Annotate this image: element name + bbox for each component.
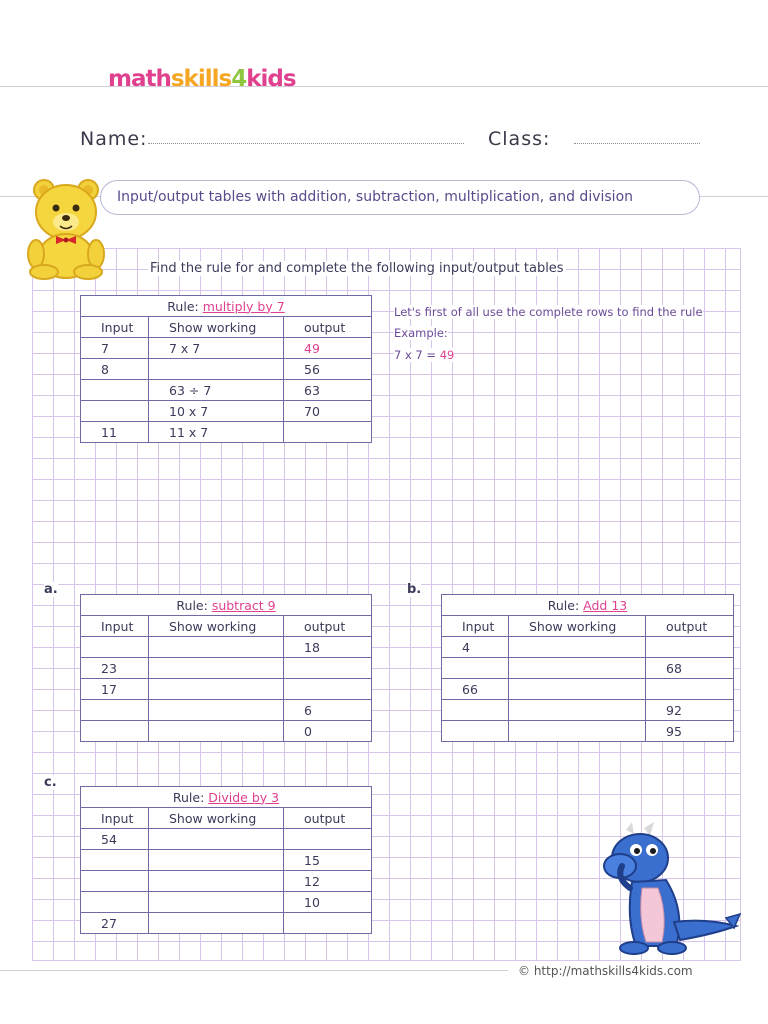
table-row — [81, 401, 372, 422]
input-cell[interactable] — [81, 401, 149, 422]
table-row — [81, 658, 372, 679]
worksheet-title: Input/output tables with addition, subtraction, multiplication, and division — [100, 180, 700, 215]
header-working: Show working — [149, 808, 284, 829]
table-row — [81, 871, 372, 892]
logo-part-kids: kids — [246, 66, 296, 92]
table-row — [81, 637, 372, 658]
output-cell[interactable] — [284, 422, 372, 443]
working-cell[interactable] — [509, 721, 646, 742]
input-cell: 23 — [81, 658, 149, 679]
output-cell: 63 — [284, 380, 372, 401]
output-cell: 70 — [284, 401, 372, 422]
input-cell: 8 — [81, 359, 149, 380]
class-field-line[interactable] — [574, 143, 700, 144]
rule-prefix: Rule: — [167, 298, 203, 314]
footer-copyright: © http://mathskills4kids.com — [518, 964, 693, 978]
label-b: b. — [407, 582, 422, 597]
output-cell: 10 — [284, 892, 372, 913]
output-cell: 56 — [284, 359, 372, 380]
input-cell: 7 — [81, 338, 149, 359]
input-cell[interactable] — [81, 380, 149, 401]
input-cell[interactable] — [81, 871, 149, 892]
input-cell: 17 — [81, 679, 149, 700]
input-cell: 27 — [81, 913, 149, 934]
input-cell: 11 — [81, 422, 149, 443]
header-working: Show working — [149, 616, 284, 637]
example-equation: 7 x 7 = — [394, 348, 440, 362]
table-row — [81, 679, 372, 700]
table-row — [81, 359, 372, 380]
table-row — [81, 338, 372, 359]
table-row — [81, 721, 372, 742]
header-output: output — [284, 317, 372, 338]
output-cell: 68 — [646, 658, 734, 679]
working-cell[interactable] — [149, 850, 284, 871]
working-cell[interactable] — [149, 658, 284, 679]
example-note-line3 — [394, 348, 454, 362]
table-row — [442, 637, 734, 658]
header-output: output — [284, 616, 372, 637]
header-output: output — [646, 616, 734, 637]
header-working: Show working — [149, 317, 284, 338]
output-cell[interactable] — [646, 679, 734, 700]
table-row — [442, 658, 734, 679]
working-cell: 63 ÷ 7 — [149, 380, 284, 401]
working-cell[interactable] — [149, 721, 284, 742]
output-cell: 6 — [284, 700, 372, 721]
header-output: output — [284, 808, 372, 829]
rule-prefix: Rule: — [172, 789, 209, 805]
input-cell[interactable] — [442, 700, 509, 721]
working-cell[interactable] — [149, 637, 284, 658]
input-cell[interactable] — [442, 721, 509, 742]
rule-prefix: Rule: — [176, 597, 212, 613]
mathskills4kids-logo — [108, 66, 296, 92]
table-row — [442, 721, 734, 742]
teddy-bear-icon — [14, 176, 110, 280]
rule-prefix: Rule: — [547, 597, 584, 613]
working-cell: 7 x 7 — [149, 338, 284, 359]
working-cell[interactable] — [149, 359, 284, 380]
rule-cell — [81, 595, 372, 616]
working-cell[interactable] — [149, 700, 284, 721]
input-cell[interactable] — [81, 850, 149, 871]
table-row — [81, 850, 372, 871]
table-row — [81, 380, 372, 401]
working-cell[interactable] — [149, 913, 284, 934]
footer-divider — [0, 970, 508, 971]
table-row — [81, 913, 372, 934]
working-cell: 11 x 7 — [149, 422, 284, 443]
table-row — [81, 892, 372, 913]
title-divider-right — [698, 196, 768, 197]
instructions-text: Find the rule for and complete the following input/output tables — [150, 261, 564, 276]
example-note-line1: Let's first of all use the complete rows to find the rule — [394, 305, 703, 319]
blue-dragon-icon — [596, 822, 744, 956]
header-working: Show working — [509, 616, 646, 637]
header-input: Input — [81, 808, 149, 829]
rule-text: Add 13 — [583, 597, 628, 613]
header-input: Input — [81, 616, 149, 637]
label-c: c. — [44, 775, 57, 790]
table-c — [80, 786, 372, 934]
output-cell[interactable] — [284, 658, 372, 679]
output-cell[interactable] — [284, 679, 372, 700]
input-cell[interactable] — [81, 700, 149, 721]
name-label: Name: — [80, 128, 148, 150]
output-cell: 12 — [284, 871, 372, 892]
working-cell: 10 x 7 — [149, 401, 284, 422]
output-cell[interactable] — [646, 637, 734, 658]
working-cell[interactable] — [149, 679, 284, 700]
table-b — [441, 594, 734, 742]
logo-part-math: math — [108, 66, 171, 92]
input-cell: 66 — [442, 679, 509, 700]
label-a: a. — [44, 582, 58, 597]
working-cell[interactable] — [509, 658, 646, 679]
working-cell[interactable] — [149, 871, 284, 892]
logo-part-skills: skills — [170, 66, 232, 92]
rule-cell — [81, 787, 372, 808]
working-cell[interactable] — [509, 637, 646, 658]
example-answer: 49 — [439, 348, 455, 362]
table-row — [81, 829, 372, 850]
output-cell: 49 — [284, 338, 372, 359]
output-cell: 95 — [646, 721, 734, 742]
working-cell[interactable] — [509, 700, 646, 721]
working-cell[interactable] — [149, 892, 284, 913]
input-cell: 54 — [81, 829, 149, 850]
name-field-line[interactable] — [148, 143, 464, 144]
rule-text: subtract 9 — [211, 597, 276, 613]
input-cell[interactable] — [442, 658, 509, 679]
input-cell: 4 — [442, 637, 509, 658]
working-cell[interactable] — [149, 829, 284, 850]
output-cell: 0 — [284, 721, 372, 742]
rule-text: Divide by 3 — [208, 789, 280, 805]
input-cell[interactable] — [81, 892, 149, 913]
table-a — [80, 594, 372, 742]
header-input: Input — [442, 616, 509, 637]
rule-cell — [81, 296, 372, 317]
rule-cell — [442, 595, 734, 616]
table-row — [81, 422, 372, 443]
example-table — [80, 295, 372, 443]
output-cell: 18 — [284, 637, 372, 658]
output-cell[interactable] — [284, 913, 372, 934]
table-row — [442, 679, 734, 700]
output-cell: 15 — [284, 850, 372, 871]
input-cell[interactable] — [81, 721, 149, 742]
header-input: Input — [81, 317, 149, 338]
logo-part-4: 4 — [231, 66, 247, 92]
input-cell[interactable] — [81, 637, 149, 658]
example-note-line2: Example: — [394, 326, 448, 340]
rule-text: multiply by 7 — [202, 298, 285, 314]
class-label: Class: — [488, 128, 551, 150]
working-cell[interactable] — [509, 679, 646, 700]
table-row — [81, 700, 372, 721]
output-cell[interactable] — [284, 829, 372, 850]
table-row — [442, 700, 734, 721]
output-cell: 92 — [646, 700, 734, 721]
